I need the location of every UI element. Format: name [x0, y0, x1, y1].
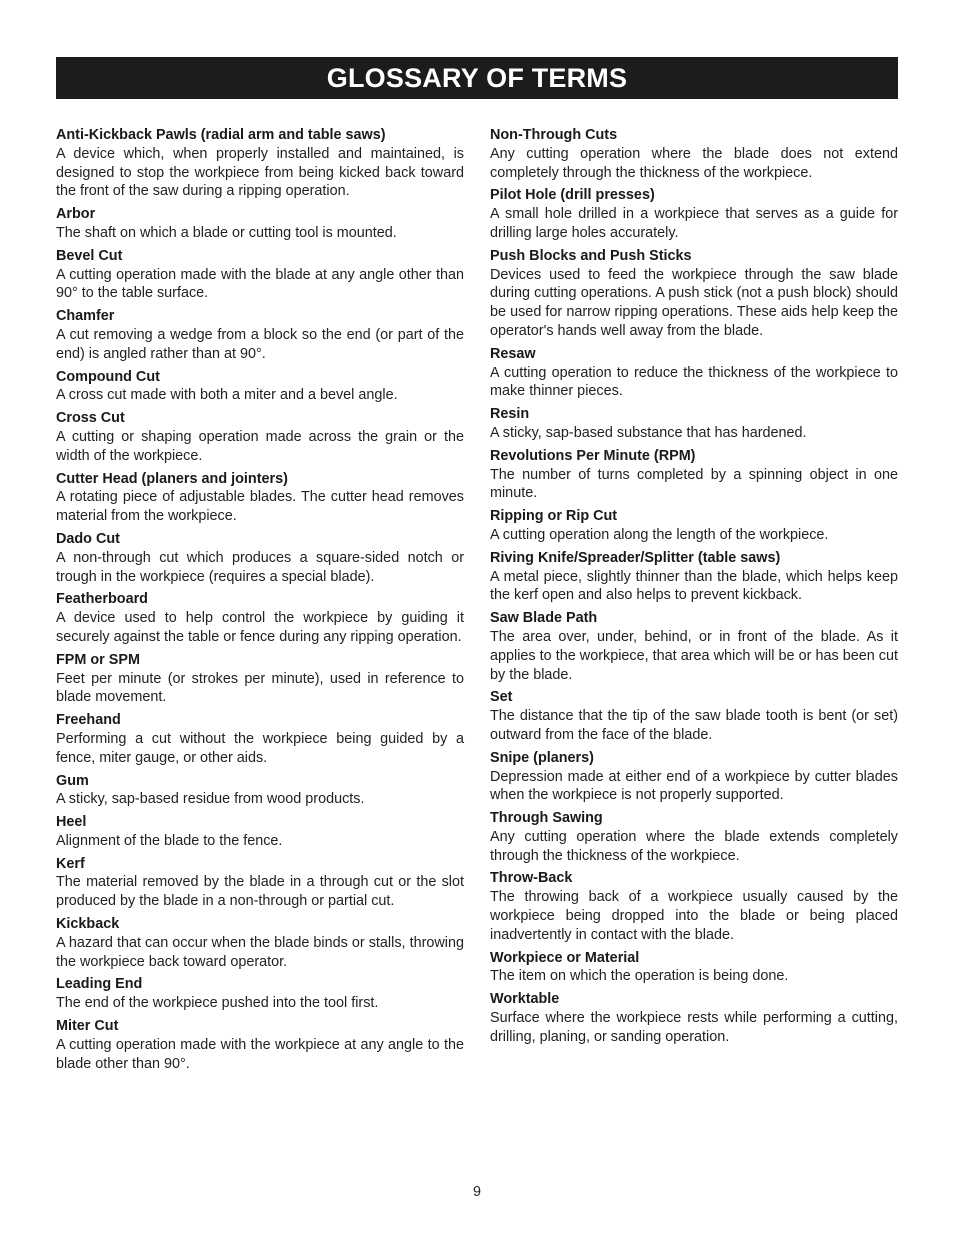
glossary-entry	[490, 345, 898, 401]
glossary-term: Kickback	[56, 916, 120, 933]
glossary-term: Bevel Cut	[56, 247, 123, 264]
glossary-term: Ripping or Rip Cut	[490, 508, 618, 525]
glossary-definition: Surface where the workpiece rests while performing a cutting, drilling, planing, or sanding operation.	[490, 1010, 898, 1045]
glossary-term: Non-Through Cuts	[490, 127, 618, 143]
glossary-term: Compound Cut	[56, 368, 160, 385]
glossary-entry	[56, 307, 464, 363]
glossary-entry	[56, 205, 464, 243]
glossary-term: Cutter Head (planers and jointers)	[56, 470, 288, 487]
glossary-term: Kerf	[56, 855, 85, 872]
glossary-definition: A cross cut made with both a miter and a bevel angle.	[56, 387, 398, 404]
glossary-term: Resaw	[490, 345, 536, 362]
glossary-definition: Devices used to feed the workpiece through the saw blade during cutting operations. A push stick (not a push block) should be used for narrow ripping operations. These aids help keep the operator's hands well away from the blade.	[490, 266, 898, 339]
glossary-entry	[490, 609, 898, 684]
glossary-entry	[490, 186, 898, 242]
page-number: 9	[472, 1184, 481, 1200]
glossary-term: Miter Cut	[56, 1018, 119, 1035]
glossary-definition: A device used to help control the workpiece by guiding it securely against the table or fence during any ripping operation.	[56, 610, 464, 645]
glossary-term: Dado Cut	[56, 530, 120, 547]
glossary-term: Freehand	[56, 712, 121, 729]
glossary-definition: A hazard that can occur when the blade binds or stalls, throwing the workpiece back toward operator.	[56, 934, 464, 970]
glossary-term: Cross Cut	[56, 410, 125, 427]
glossary-definition: Depression made at either end of a workpiece by cutter blades when the workpiece is not properly supported.	[490, 768, 898, 804]
glossary-entry	[56, 590, 464, 646]
glossary-entry	[490, 126, 898, 182]
glossary-definition: Alignment of the blade to the fence.	[56, 832, 283, 849]
glossary-definition: Any cutting operation where the blade extends completely through the thickness of the workpiece.	[490, 828, 898, 864]
glossary-definition: The throwing back of a workpiece usually caused by the workpiece being dropped into the blade or being placed inadvertently in contact with the blade.	[490, 889, 898, 943]
glossary-definition: Performing a cut without the workpiece being guided by a fence, miter gauge, or other aids.	[56, 730, 464, 766]
glossary-definition: The item on which the operation is being done.	[490, 968, 789, 985]
glossary-entry	[490, 990, 898, 1046]
glossary-entry	[490, 549, 898, 605]
glossary-entry	[490, 749, 898, 805]
glossary-definition: The material removed by the blade in a through cut or the slot produced by the blade in a non-through or partial cut.	[56, 874, 464, 910]
glossary-definition: A small hole drilled in a workpiece that serves as a guide for drilling large holes accurately.	[490, 206, 898, 241]
glossary-entry	[490, 869, 898, 944]
glossary-entry	[56, 368, 464, 406]
glossary-definition: A cutting or shaping operation made across the grain or the width of the workpiece.	[56, 428, 464, 464]
glossary-entry	[490, 688, 898, 744]
glossary-term: Riving Knife/Spreader/Splitter (table saws)	[490, 549, 781, 566]
glossary-term: Gum	[56, 772, 89, 789]
glossary-definition: A sticky, sap-based residue from wood products.	[56, 791, 365, 808]
glossary-entry	[56, 247, 464, 303]
glossary-term: Saw Blade Path	[490, 610, 598, 627]
glossary-term: FPM or SPM	[56, 651, 140, 668]
glossary-term: Resin	[490, 406, 530, 423]
glossary-column-left	[56, 126, 464, 1077]
glossary-entry	[56, 470, 464, 526]
glossary-definition: A cutting operation to reduce the thickness of the workpiece to make thinner pieces.	[490, 364, 898, 400]
glossary-term: Push Blocks and Push Sticks	[490, 247, 692, 264]
glossary-term: Revolutions Per Minute (RPM)	[490, 447, 696, 464]
glossary-definition: A metal piece, slightly thinner than the blade, which helps keep the kerf open and also helps to prevent kickback.	[490, 568, 898, 604]
glossary-term: Worktable	[490, 991, 560, 1008]
glossary-term: Set	[490, 689, 513, 706]
glossary-definition: The area over, under, behind, or in front of the blade. As it applies to the workpiece, that area which will be or has been cut by the blade.	[490, 628, 898, 683]
glossary-definition: The end of the workpiece pushed into the tool first.	[56, 995, 379, 1012]
glossary-column-right	[490, 126, 898, 1051]
glossary-term: Heel	[56, 814, 87, 831]
glossary-definition: The distance that the tip of the saw blade tooth is bent (or set) outward from the face of the blade.	[490, 708, 898, 743]
glossary-definition: Feet per minute (or strokes per minute), used in reference to blade movement.	[56, 670, 464, 706]
glossary-definition: A non-through cut which produces a square-sided notch or trough in the workpiece (requires a special blade).	[56, 549, 464, 585]
glossary-term: Leading End	[56, 976, 143, 993]
glossary-term: Featherboard	[56, 591, 148, 608]
glossary-entry	[56, 975, 464, 1013]
glossary-term: Snipe (planers)	[490, 749, 594, 766]
glossary-term: Chamfer	[56, 308, 115, 325]
glossary-definition: A cutting operation along the length of the workpiece.	[490, 526, 829, 543]
glossary-term: Pilot Hole (drill presses)	[490, 187, 655, 204]
glossary-entry	[56, 409, 464, 465]
glossary-definition: The shaft on which a blade or cutting tool is mounted.	[56, 224, 397, 241]
glossary-entry	[490, 247, 898, 341]
glossary-entry	[56, 813, 464, 851]
glossary-entry	[490, 809, 898, 865]
glossary-definition: A cutting operation made with the blade at any angle other than 90° to the table surface.	[56, 266, 464, 302]
glossary-entry	[490, 447, 898, 503]
glossary-entry	[490, 405, 898, 443]
glossary-entry	[56, 530, 464, 586]
glossary-entry	[56, 1017, 464, 1073]
glossary-entry	[56, 711, 464, 767]
glossary-entry	[56, 772, 464, 810]
page-title: GLOSSARY OF TERMS	[56, 57, 898, 99]
glossary-entry	[490, 949, 898, 987]
glossary-definition: A sticky, sap-based substance that has hardened.	[490, 424, 807, 441]
glossary-entry	[56, 651, 464, 707]
glossary-entry	[56, 855, 464, 911]
glossary-definition: A device which, when properly installed and maintained, is designed to stop the workpiece from being kicked back toward the front of the saw during a ripping operation.	[56, 145, 464, 200]
glossary-entry	[56, 915, 464, 971]
glossary-definition: A rotating piece of adjustable blades. The cutter head removes material from the workpiece.	[56, 489, 464, 525]
glossary-term: Anti-Kickback Pawls (radial arm and table saws)	[56, 127, 386, 143]
glossary-entry	[56, 126, 464, 201]
glossary-term: Arbor	[56, 206, 96, 223]
glossary-definition: The number of turns completed by a spinning object in one minute.	[490, 466, 898, 502]
glossary-term: Through Sawing	[490, 810, 603, 827]
glossary-definition: A cut removing a wedge from a block so the end (or part of the end) is angled rather than at 90°.	[56, 326, 464, 362]
glossary-definition: A cutting operation made with the workpiece at any angle to the blade other than 90°.	[56, 1036, 464, 1072]
glossary-entry	[490, 507, 898, 545]
glossary-term: Throw-Back	[490, 870, 573, 887]
glossary-term: Workpiece or Material	[490, 949, 640, 966]
glossary-definition: Any cutting operation where the blade does not extend completely through the thickness of the workpiece.	[490, 145, 898, 181]
